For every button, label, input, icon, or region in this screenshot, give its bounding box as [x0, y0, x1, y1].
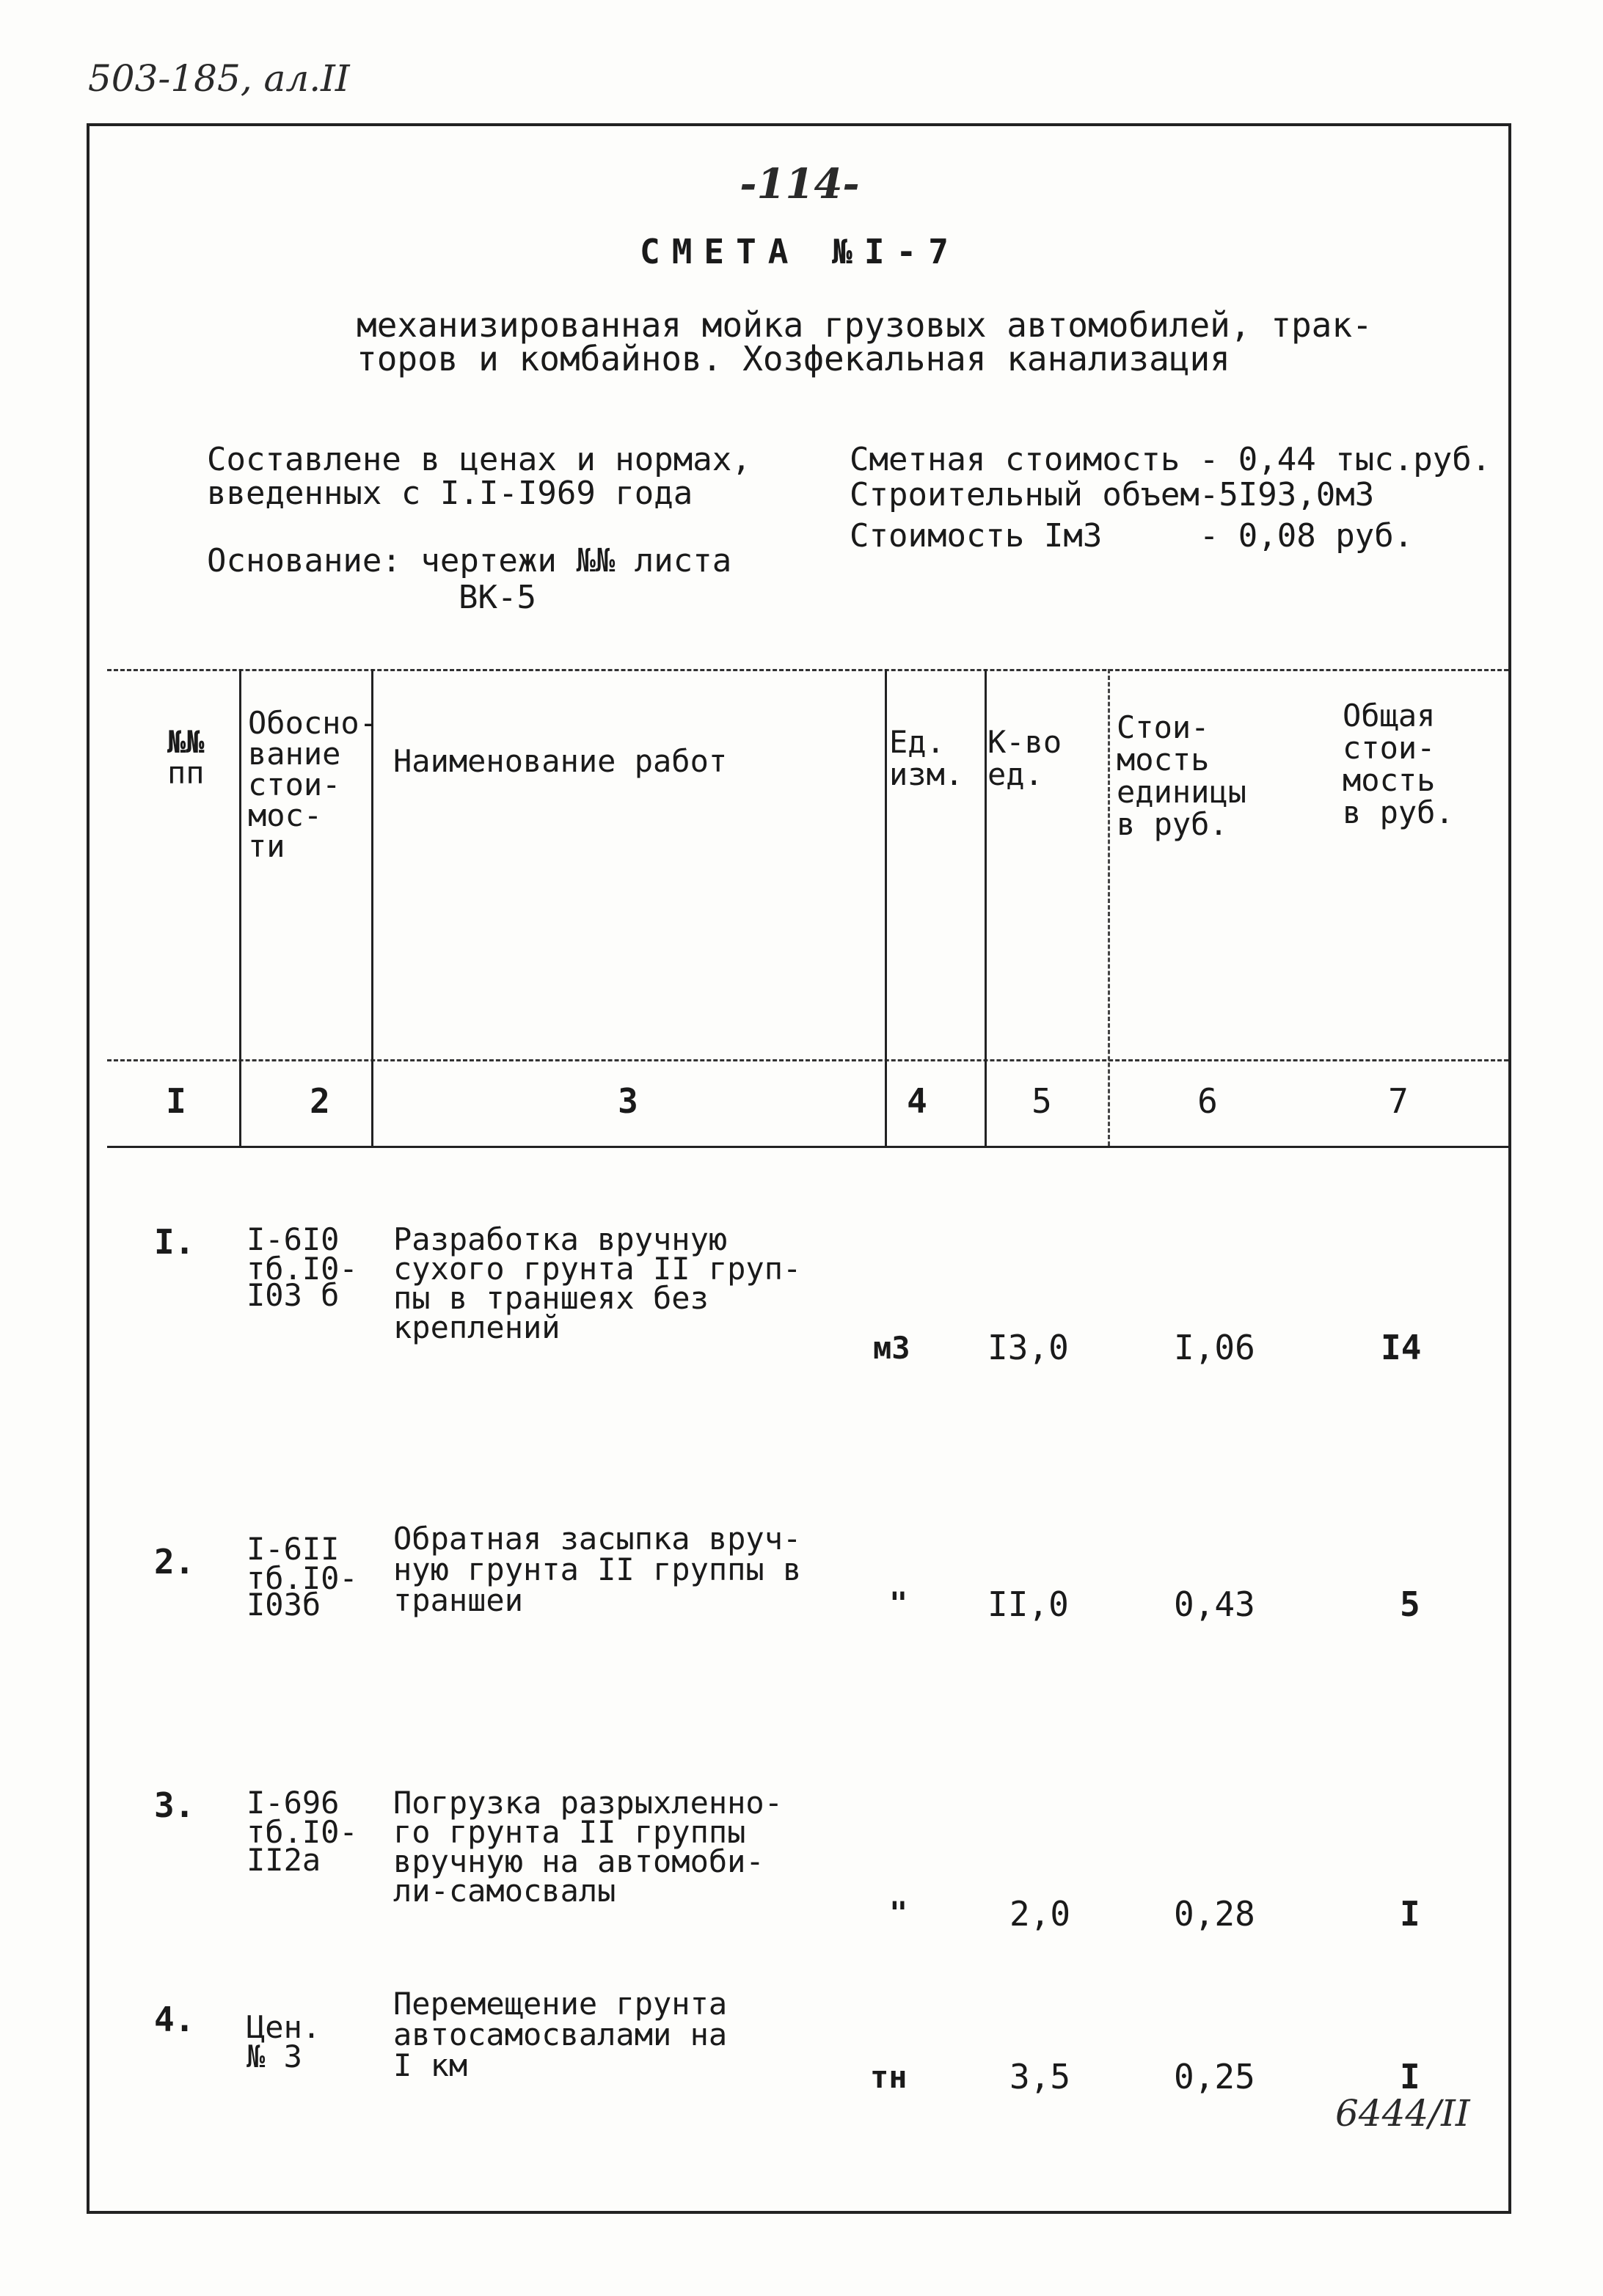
row-basis-line: I-6II — [247, 1531, 340, 1567]
header-total-2: стои- — [1343, 730, 1436, 766]
column-number-3: 3 — [618, 1081, 638, 1121]
row-num: 4. — [154, 2000, 195, 2039]
column-divider-3 — [885, 669, 887, 1146]
header-qty-1: К-во — [987, 724, 1062, 760]
row-work-name: вручную на автомоби- — [393, 1843, 764, 1879]
header-bottom-rule — [107, 1059, 1508, 1061]
row-total: I — [1400, 2057, 1420, 2096]
column-number-7: 7 — [1388, 1081, 1409, 1121]
column-divider-5 — [1108, 669, 1110, 1146]
header-basis-5: ти — [248, 828, 285, 864]
row-qty: I3,0 — [987, 1328, 1069, 1367]
row-work-name: I км — [393, 2047, 468, 2083]
row-unit-cost: 0,43 — [1174, 1584, 1255, 1624]
header-unit-cost-2: мость — [1117, 742, 1210, 778]
row-work-name: траншеи — [393, 1582, 524, 1618]
header-unit-cost-3: единицы — [1117, 774, 1247, 810]
row-basis-line: тб.I0- — [247, 1814, 358, 1850]
row-unit: " — [889, 1895, 908, 1931]
header-basis-1: Обосно- — [248, 705, 379, 741]
row-total: I — [1400, 1894, 1420, 1934]
row-work-name: Погрузка разрыхленно- — [393, 1785, 784, 1821]
header-unit-cost-1: Стои- — [1117, 709, 1210, 745]
header-work-name: Наименование работ — [393, 743, 728, 779]
basis-line-1: Основание: чертежи №№ листа — [207, 542, 732, 580]
row-work-name: автосамосвалами на — [393, 2017, 728, 2052]
column-number-1: I — [166, 1081, 186, 1121]
header-num-2: пп — [167, 755, 205, 791]
row-work-name: сухого грунта II груп- — [393, 1251, 802, 1287]
header-unit-cost-4: в руб. — [1117, 806, 1228, 842]
subtitle-line-1: механизированная мойка грузовых автомобилей, трак- — [357, 305, 1373, 345]
row-basis-line: I03 б — [247, 1277, 340, 1313]
row-total: I4 — [1381, 1328, 1422, 1367]
document-frame — [87, 123, 1511, 2214]
row-unit: " — [889, 1585, 908, 1621]
compiled-line-2: введенных с I.I-I969 года — [207, 475, 693, 512]
row-unit-cost: I,06 — [1174, 1328, 1255, 1367]
column-number-2: 2 — [310, 1081, 330, 1121]
document-title: СМЕТА №I-7 — [640, 232, 960, 271]
column-number-6: 6 — [1197, 1081, 1218, 1121]
row-basis-line: I-696 — [247, 1785, 340, 1821]
column-number-5: 5 — [1031, 1081, 1052, 1121]
header-basis-3: стои- — [248, 767, 341, 802]
header-total-3: мость — [1343, 762, 1436, 798]
row-num: 3. — [154, 1785, 195, 1825]
row-basis-line: II2а — [247, 1842, 321, 1878]
header-unit-2: изм. — [889, 756, 964, 792]
row-num: I. — [154, 1222, 195, 1262]
header-qty-2: ед. — [987, 756, 1043, 792]
header-basis-2: вание — [248, 736, 341, 772]
row-work-name: креплений — [393, 1309, 560, 1345]
row-unit-cost: 0,28 — [1174, 1894, 1255, 1934]
row-work-name: Обратная засыпка вруч- — [393, 1521, 802, 1557]
row-basis-line: тб.I0- — [247, 1560, 358, 1596]
column-number-4: 4 — [907, 1081, 927, 1121]
archive-note: 503-185, ал.II — [88, 57, 350, 100]
row-qty: 3,5 — [1009, 2057, 1071, 2096]
estimated-cost: Сметная стоимость - 0,44 тыс.руб. — [850, 441, 1491, 478]
row-basis-line: тб.I0- — [247, 1251, 358, 1287]
row-qty: II,0 — [987, 1584, 1069, 1624]
column-divider-1 — [239, 669, 241, 1146]
row-work-name: ли-самосвалы — [393, 1873, 616, 1909]
table-top-rule — [107, 669, 1508, 671]
row-work-name: ную грунта II группы в — [393, 1551, 802, 1587]
row-num: 2. — [154, 1542, 195, 1582]
header-num-1: №№ — [167, 724, 205, 760]
construction-volume: Строительный объем-5I93,0м3 — [850, 476, 1375, 513]
compiled-line-1: Составлене в ценах и нормах, — [207, 441, 751, 478]
row-unit-cost: 0,25 — [1174, 2057, 1255, 2096]
subtitle-line-2: торов и комбайнов. Хозфекальная канализация — [357, 339, 1230, 379]
cost-per-m3: Стоимость Iм3 - 0,08 руб. — [850, 517, 1414, 555]
column-number-rule — [107, 1146, 1508, 1148]
row-work-name: Разработка вручную — [393, 1221, 728, 1257]
header-total-4: в руб. — [1343, 794, 1454, 830]
header-total-1: Общая — [1343, 698, 1436, 734]
header-basis-4: мос- — [248, 797, 323, 833]
row-unit: м3 — [873, 1330, 910, 1366]
row-unit: тн — [870, 2059, 908, 2095]
row-total: 5 — [1400, 1584, 1420, 1624]
page-number: -114- — [740, 160, 860, 208]
row-basis-line: № 3 — [247, 2039, 302, 2074]
row-work-name: го грунта II группы — [393, 1814, 746, 1850]
header-unit-1: Ед. — [889, 724, 945, 760]
row-basis-line: I03б — [247, 1587, 321, 1623]
row-work-name: пы в траншеях без — [393, 1280, 709, 1316]
row-qty: 2,0 — [1009, 1894, 1071, 1934]
row-basis-line: I-6I0 — [247, 1221, 340, 1257]
row-work-name: Перемещение грунта — [393, 1986, 728, 2022]
basis-line-2: ВК-5 — [459, 579, 536, 616]
footer-note: 6444/II — [1335, 2092, 1470, 2135]
row-basis-line: Цен. — [247, 2009, 321, 2045]
column-divider-4 — [985, 669, 987, 1146]
